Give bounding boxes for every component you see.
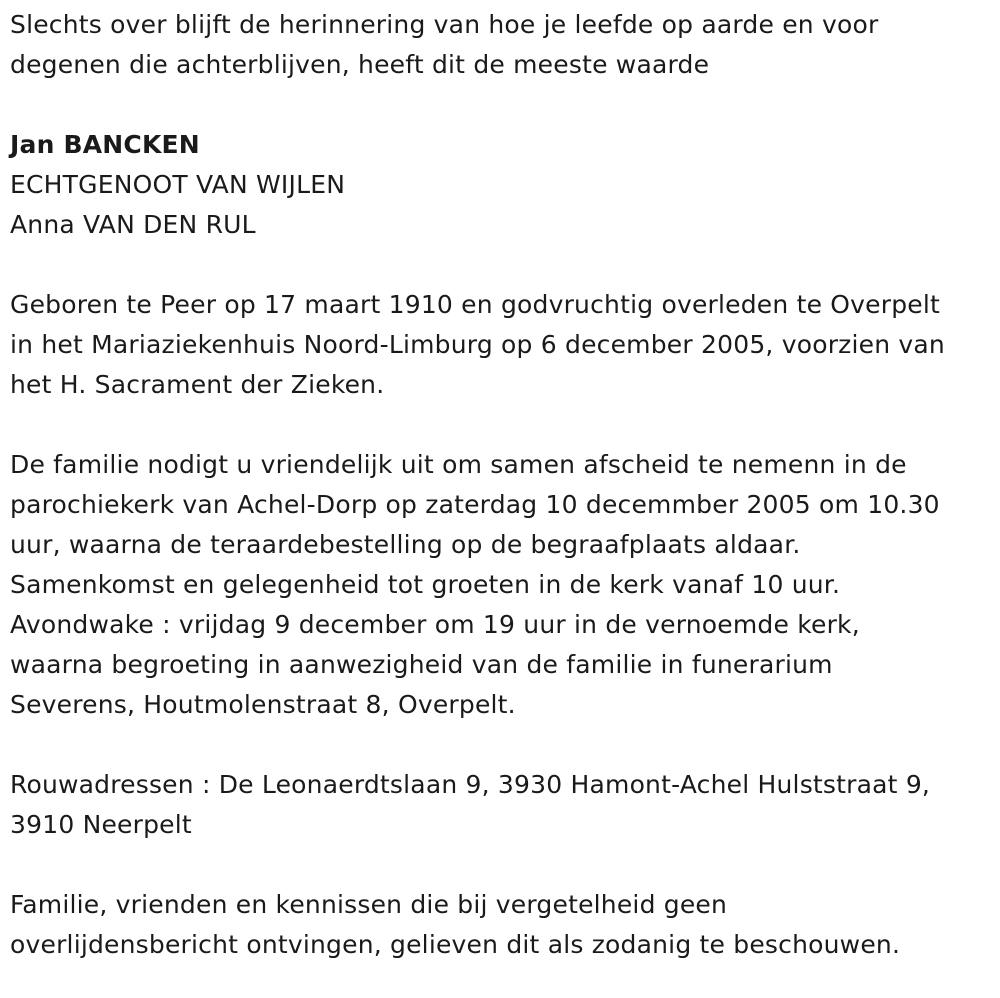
death-notice bbox=[10, 5, 995, 965]
ceremony-paragraph bbox=[10, 445, 995, 725]
deceased-info bbox=[10, 125, 995, 245]
paragraph-line: parochiekerk van Achel-Dorp op zaterdag 10 decemmber 2005 om 10.30 bbox=[10, 490, 940, 519]
spacer bbox=[10, 845, 995, 885]
paragraph-line: Samenkomst en gelegenheid tot groeten in de kerk vanaf 10 uur. bbox=[10, 570, 841, 599]
closing-paragraph bbox=[10, 885, 995, 965]
spacer bbox=[10, 725, 995, 765]
spacer bbox=[10, 405, 995, 445]
paragraph-line: uur, waarna de teraardebestelling op de begraafplaats aldaar. bbox=[10, 530, 801, 559]
paragraph-line: in het Mariaziekenhuis Noord-Limburg op 6 december 2005, voorzien van bbox=[10, 330, 945, 359]
paragraph-line: 3910 Neerpelt bbox=[10, 810, 192, 839]
relation-label: ECHTGENOOT VAN WIJLEN bbox=[10, 170, 346, 199]
paragraph-line: Familie, vrienden en kennissen die bij vergetelheid geen bbox=[10, 890, 728, 919]
paragraph-line: waarna begroeting in aanwezigheid van de familie in funerarium bbox=[10, 650, 833, 679]
deceased-name: Jan BANCKEN bbox=[10, 130, 200, 159]
birth-death-paragraph bbox=[10, 285, 995, 405]
intro-quote bbox=[10, 5, 995, 85]
spacer bbox=[10, 85, 995, 125]
paragraph-line: Severens, Houtmolenstraat 8, Overpelt. bbox=[10, 690, 516, 719]
addresses-paragraph bbox=[10, 765, 995, 845]
intro-line: Slechts over blijft de herinnering van hoe je leefde op aarde en voor bbox=[10, 10, 879, 39]
paragraph-line: Rouwadressen : De Leonaerdtslaan 9, 3930 Hamont-Achel Hulststraat 9, bbox=[10, 770, 931, 799]
spouse-name: Anna VAN DEN RUL bbox=[10, 210, 256, 239]
paragraph-line: het H. Sacrament der Zieken. bbox=[10, 370, 385, 399]
paragraph-line: Avondwake : vrijdag 9 december om 19 uur in de vernoemde kerk, bbox=[10, 610, 860, 639]
spacer bbox=[10, 245, 995, 285]
intro-line: degenen die achterblijven, heeft dit de meeste waarde bbox=[10, 50, 710, 79]
paragraph-line: Geboren te Peer op 17 maart 1910 en godvruchtig overleden te Overpelt bbox=[10, 290, 941, 319]
paragraph-line: overlijdensbericht ontvingen, gelieven dit als zodanig te beschouwen. bbox=[10, 930, 901, 959]
paragraph-line: De familie nodigt u vriendelijk uit om samen afscheid te nemenn in de bbox=[10, 450, 907, 479]
